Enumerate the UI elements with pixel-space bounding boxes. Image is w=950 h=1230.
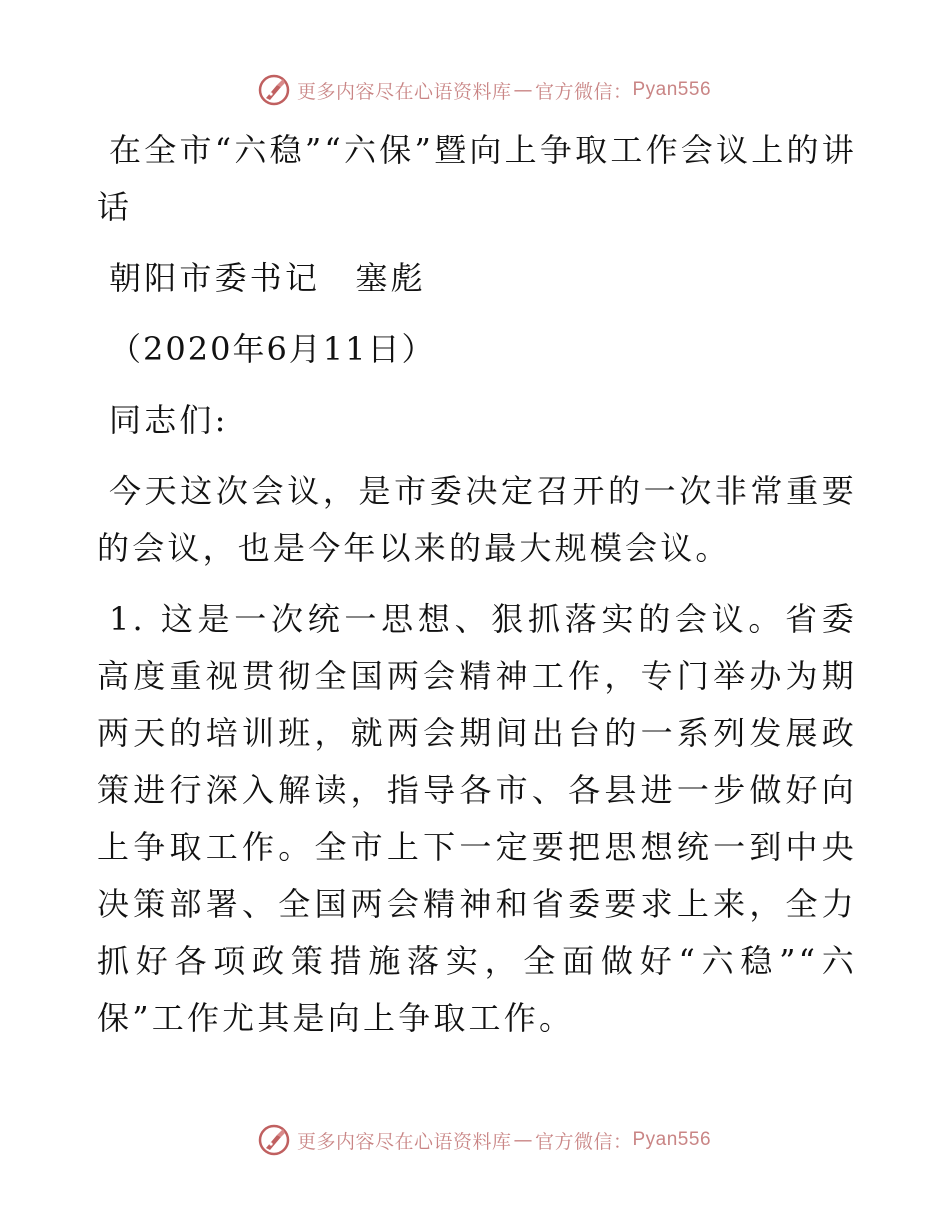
body-paragraph: 1. 这是一次统一思想、狠抓落实的会议。省委高度重视贯彻全国两会精神工作，专门举办为期两天的培训班，就两会期间出台的一系列发展政策进行深入解读，指导各市、各县进一步做好向上争取工作。全市上下一定要把思想统一到中央决策部署、全国两会精神和省委要求上来，全力抓好各项政策措施落实，全面做好“六稳”“六保”工作尤其是向上争取工作。 [97,600,857,1037]
footer-watermark [0,1120,950,1160]
pen-nib-logo-icon [257,1123,291,1157]
header-watermark [0,70,950,110]
watermark-separator: — [513,79,533,101]
watermark-separator: — [513,1129,533,1151]
document-title: 在全市“六稳”“六保”暨向上争取工作会议上的讲话 [97,131,857,226]
pen-nib-logo-icon [257,73,291,107]
document-date: （2020年6月11日） [109,330,436,368]
watermark-text: 更多内容尽在心语资料库 [296,80,512,103]
watermark-text: 更多内容尽在心语资料库 [296,1130,512,1153]
document-salutation: 同志们: [109,401,229,439]
document-body [97,122,857,1061]
watermark-wechat-id: Pyan556 [632,79,712,100]
body-paragraph: 今天这次会议，是市委决定召开的一次非常重要的会议，也是今年以来的最大规模会议。 [97,472,857,567]
watermark-wechat-id: Pyan556 [632,1129,712,1150]
watermark-wechat-label: 官方微信： [534,1130,633,1153]
document-author: 朝阳市委书记 塞彪 [109,259,426,297]
watermark-wechat-label: 官方微信： [534,80,633,103]
